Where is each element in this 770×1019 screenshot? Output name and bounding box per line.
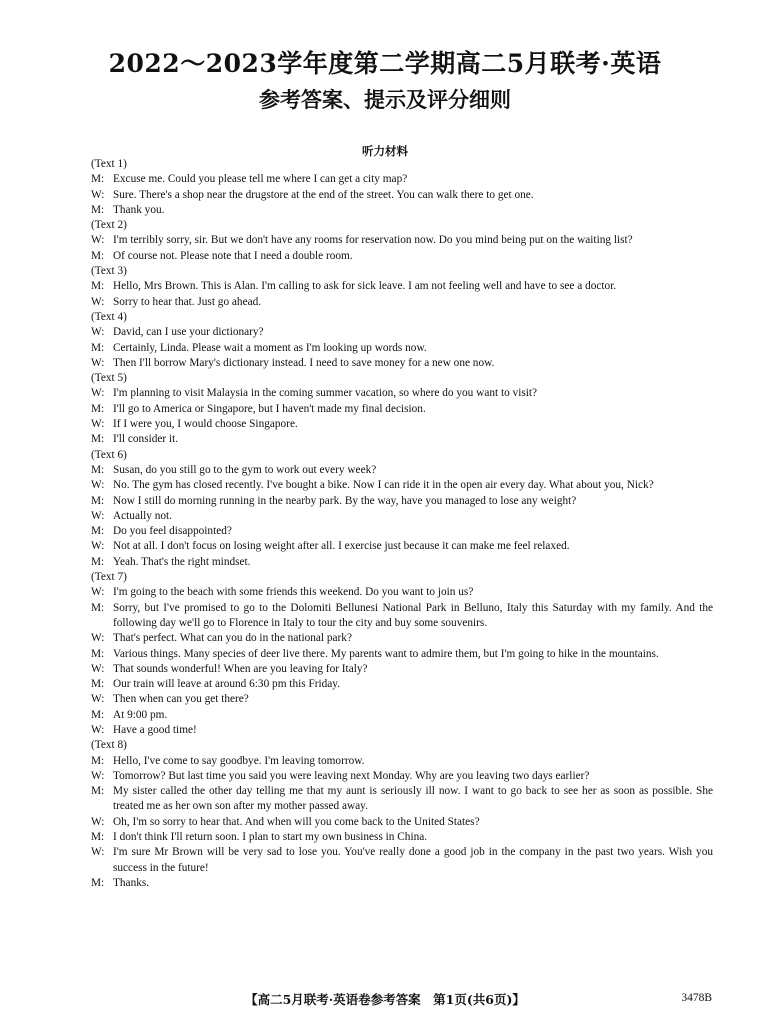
utterance-text: Hello, Mrs Brown. This is Alan. I'm calling to ask for sick leave. I am not feeling well and have to see a doctor. [113,280,617,293]
speaker-label: M: [91,647,105,660]
speaker-label: M: [91,173,105,186]
utterance-text: I'm planning to visit Malaysia in the coming summer vacation, so where do you want to visit? [113,387,538,400]
utterance-text: At 9:00 pm. [113,708,168,721]
speaker-label: W: [91,540,105,553]
speaker-label: W: [91,846,105,859]
utterance-text: I'll consider it. [113,433,179,446]
speaker-label: W: [91,632,105,645]
dialogue-turn [91,249,713,264]
dialogue-turn [91,677,713,692]
text-label: (Text 5) [91,372,127,385]
dialogue-turn [91,524,713,539]
utterance-text: I don't think I'll return soon. I plan to start my own business in China. [113,831,428,844]
speaker-label: W: [91,723,105,736]
dialogue-turn [91,631,713,646]
dialogue-turn [91,723,713,738]
speaker-label: M: [91,708,105,721]
dialogue-turn [91,356,713,371]
speaker-label: W: [91,387,105,400]
speaker-label: W: [91,326,105,339]
speaker-label: M: [91,831,105,844]
speaker-label: M: [91,601,105,614]
utterance-text: Sure. There's a shop near the drugstore at the end of the street. You can walk there to get one. [113,188,534,201]
text-label: (Text 3) [91,265,127,278]
dialogue-turn [91,815,713,830]
utterance-text: That sounds wonderful! When are you leaving for Italy? [113,662,368,675]
utterance-text: David, can I use your dictionary? [113,326,264,339]
utterance-text: Do you feel disappointed? [113,525,232,538]
utterance-text: Susan, do you still go to the gym to work out every week? [113,463,377,476]
utterance-text: Sorry, but I've promised to go to the Dolomiti Bellunesi National Park in Belluno, Italy this Saturday with my family. And the following day we'll go to Florence in Italy to tour the city and buy some souvenirs. [113,601,713,629]
dialogue-turn [91,662,713,677]
speaker-label: W: [91,295,105,308]
speaker-label: W: [91,479,105,492]
utterance-text: Certainly, Linda. Please wait a moment as I'm looking up words now. [113,341,427,354]
utterance-text: Excuse me. Could you please tell me where I can get a city map? [113,173,408,186]
speaker-label: W: [91,356,105,369]
dialogue-turn [91,754,713,769]
dialogue-turn [91,279,713,294]
text-label: (Text 2) [91,219,127,232]
utterance-text: Tomorrow? But last time you said you were leaving next Monday. Why are you leaving two days earlier? [113,769,590,782]
listening-transcript [91,157,713,891]
dialogue-turn [91,555,713,570]
utterance-text: Of course not. Please note that I need a double room. [113,249,353,262]
dialogue-turn [91,509,713,524]
text-label: (Text 1) [91,158,127,170]
speaker-label: M: [91,433,105,446]
speaker-label: W: [91,418,105,431]
dialogue-turn [91,769,713,784]
utterance-text: Thank you. [113,203,165,216]
utterance-text: Thanks. [113,876,150,889]
text-label: (Text 8) [91,739,127,752]
utterance-text: Sorry to hear that. Just go ahead. [113,295,262,308]
dialogue-turn [91,463,713,478]
speaker-label: W: [91,234,105,247]
utterance-text: Various things. Many species of deer live there. My parents want to admire them, but I'm going to hike in the mountains. [113,647,659,660]
dialogue-turn [91,494,713,509]
utterance-text: Then I'll borrow Mary's dictionary instead. I need to save money for a new one now. [113,356,495,369]
dialogue-turn [91,203,713,218]
page-subtitle: 参考答案、提示及评分细则 [259,87,511,112]
speaker-label: M: [91,525,105,538]
utterance-text: Our train will leave at around 6:30 pm this Friday. [113,678,341,691]
utterance-text: Oh, I'm so sorry to hear that. And when will you come back to the United States? [113,815,480,828]
dialogue-turn [91,188,713,203]
dialogue-turn [91,601,713,632]
dialogue-turn [91,325,713,340]
speaker-label: M: [91,678,105,691]
dialogue-turn [91,784,713,815]
speaker-label: M: [91,402,105,415]
document-code: 3478B [681,992,712,1004]
utterance-text: I'm going to the beach with some friends this weekend. Do you want to join us? [113,586,474,599]
dialogue-turn [91,585,713,600]
dialogue-turn [91,386,713,401]
utterance-text: Not at all. I don't focus on losing weight after all. I exercise just because it can make me feel relaxed. [113,540,570,553]
speaker-label: M: [91,463,105,476]
utterance-text: Now I still do morning running in the nearby park. By the way, have you managed to lose any weight? [113,494,577,507]
utterance-text: Have a good time! [113,723,197,736]
dialogue-turn [91,402,713,417]
speaker-label: W: [91,586,105,599]
utterance-text: Then when can you get there? [113,693,249,706]
dialogue-turn [91,876,713,891]
dialogue-turn [91,708,713,723]
speaker-label: W: [91,662,105,675]
text-label: (Text 7) [91,571,127,584]
dialogue-turn [91,432,713,447]
dialogue-turn [91,295,713,310]
speaker-label: W: [91,693,105,706]
utterance-text: I'll go to America or Singapore, but I haven't made my final decision. [113,402,426,415]
utterance-text: Hello, I've come to say goodbye. I'm leaving tomorrow. [113,754,365,767]
speaker-label: M: [91,249,105,262]
dialogue-turn [91,692,713,707]
section-heading: 听力材料 [362,144,408,158]
speaker-label: M: [91,876,105,889]
utterance-text: I'm sure Mr Brown will be very sad to lose you. You've really done a good job in the company in the past two years. Wish you success in the future! [113,846,713,874]
utterance-text: That's perfect. What can you do in the national park? [113,632,352,645]
dialogue-turn [91,341,713,356]
speaker-label: W: [91,509,105,522]
dialogue-turn [91,478,713,493]
dialogue-turn [91,830,713,845]
utterance-text: No. The gym has closed recently. I've bought a bike. Now I can ride it in the open air every day. What about you, Nick? [113,479,654,492]
dialogue-turn [91,647,713,662]
dialogue-turn [91,845,713,876]
speaker-label: M: [91,494,105,507]
speaker-label: W: [91,815,105,828]
page-footer: 【高二5月联考·英语卷参考答案 第1页(共6页)】 [245,992,525,1007]
dialogue-turn [91,539,713,554]
speaker-label: M: [91,280,105,293]
speaker-label: M: [91,555,105,568]
text-label: (Text 6) [91,448,127,461]
utterance-text: If I were you, I would choose Singapore. [113,418,298,431]
dialogue-turn [91,417,713,432]
text-label: (Text 4) [91,310,127,323]
speaker-label: M: [91,754,105,767]
speaker-label: M: [91,785,105,798]
speaker-label: M: [91,203,105,216]
dialogue-turn [91,233,713,248]
utterance-text: My sister called the other day telling me that my aunt is seriously ill now. I want to go back to see her as soon as possible. She treated me as her own son after my mother passed away. [113,785,713,813]
utterance-text: I'm terribly sorry, sir. But we don't have any rooms for reservation now. Do you mind being put on the waiting list? [113,234,633,247]
page-title: 2022～2023学年度第二学期高二5月联考·英语 [108,49,662,78]
dialogue-turn [91,172,713,187]
utterance-text: Yeah. That's the right mindset. [113,555,251,568]
speaker-label: W: [91,769,105,782]
speaker-label: W: [91,188,105,201]
utterance-text: Actually not. [113,509,172,522]
speaker-label: M: [91,341,105,354]
